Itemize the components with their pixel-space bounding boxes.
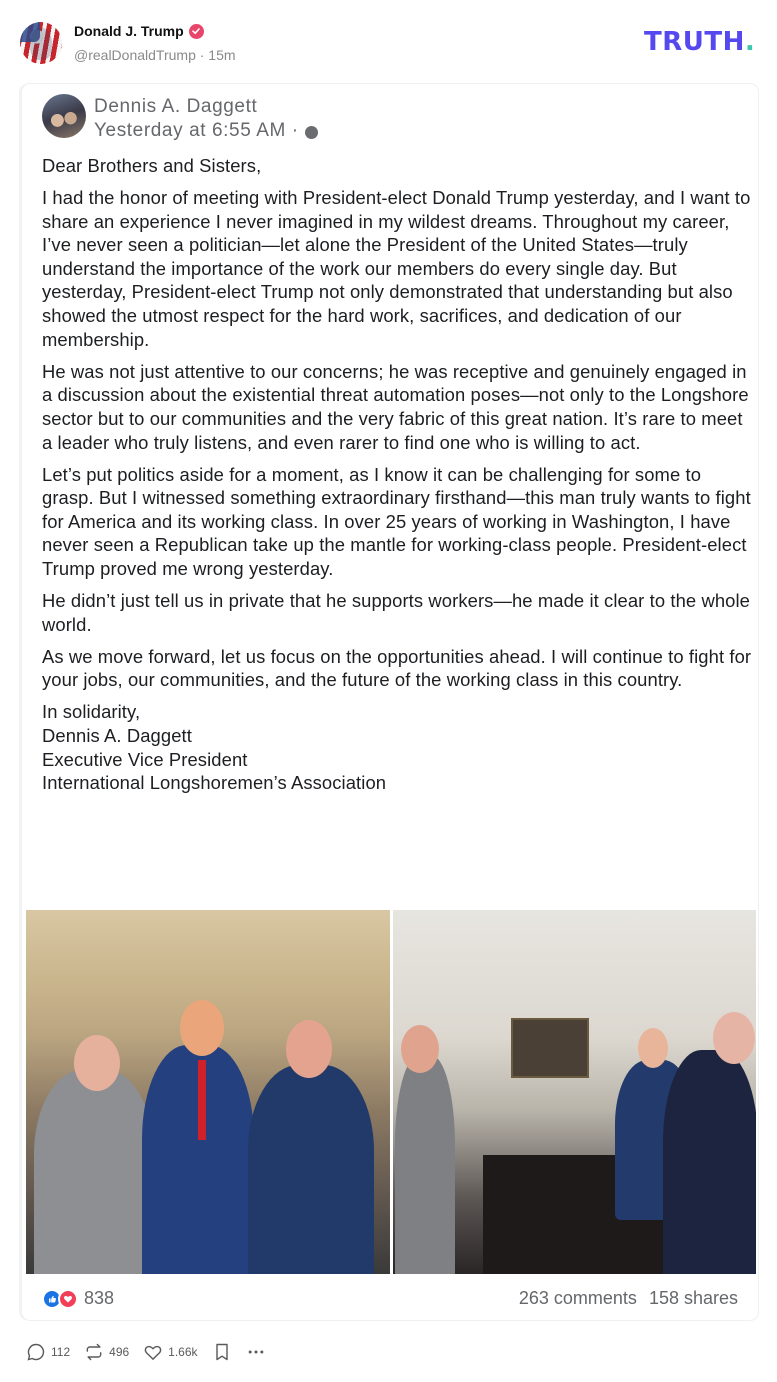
reply-count: 112 [51, 1345, 71, 1359]
globe-icon [305, 126, 318, 139]
reply-button[interactable] [26, 1342, 70, 1362]
paragraph: I had the honor of meeting with President-elect Donald Trump yesterday, and I want to share an experience I never imagined in my wildest dreams. Throughout my career, I’ve never seen a politician—let alone the President of the United States—truly understand the importance of the work our members do every single day. But yesterday, President-elect Trump not only demonstrated that understanding but also showed the utmost respect for the hard work, sacrifices, and dedication of our membership. [42, 187, 751, 350]
photo-gallery [26, 910, 756, 1274]
retruth-icon [84, 1342, 104, 1362]
embedded-author-name: Dennis A. Daggett [94, 96, 258, 117]
paragraph: As we move forward, let us focus on the opportunities ahead. I will continue to fight for your jobs, our communities, and the future of the working class in this country. [42, 645, 752, 691]
reply-icon [26, 1342, 46, 1362]
reaction-count: 838 [84, 1288, 115, 1308]
embedded-author-avatar [42, 94, 86, 138]
signature-line: International Longshoremen’s Association [42, 772, 387, 794]
verified-badge-icon [189, 24, 204, 39]
engagement-stats [519, 1288, 738, 1309]
embedded-post-footer [42, 1284, 738, 1314]
signature-line: Executive Vice President [42, 748, 248, 770]
paragraph: Dear Brothers and Sisters, [42, 155, 262, 176]
post-header [0, 0, 777, 80]
author-name[interactable] [74, 23, 204, 39]
paragraph: Let’s put politics aside for a moment, as I know it can be challenging for some to grasp. But I witnessed something extraordinary firsthand—this man truly wants to fight for America and its working class. In over 25 years of working in Washington, I have never seen a Republican take up the mantle for working-class people. President-elect Trump proved me wrong yesterday. [42, 463, 751, 579]
comments-count: 263 comments [518, 1288, 637, 1308]
signature-line: Dennis A. Daggett [42, 725, 192, 747]
signature-line: In solidarity, [42, 701, 141, 723]
bookmark-button[interactable] [212, 1342, 232, 1362]
retruth-count: 496 [109, 1345, 130, 1359]
photo-group-portrait[interactable] [26, 910, 390, 1274]
post-actions-bar [26, 1340, 280, 1364]
author-avatar[interactable] [20, 22, 62, 64]
bookmark-icon [212, 1342, 232, 1362]
author-handle-time[interactable]: @realDonaldTrump · 15m [74, 47, 236, 63]
shares-count: 158 shares [648, 1288, 738, 1308]
retruth-button[interactable] [84, 1342, 129, 1362]
like-count: 1.66k [168, 1345, 198, 1359]
embedded-timestamp [94, 120, 318, 142]
paragraph: He was not just attentive to our concerns; he was receptive and genuinely engaged in a discussion about the existential threat automation poses—not only to the Longshore sector but to our communities and the very fabric of this great nation. It’s rare to meet a leader who truly listens, and even rarer to find one who is willing to act. [42, 360, 749, 453]
embedded-post-body [42, 154, 752, 795]
more-options-button[interactable] [246, 1342, 266, 1362]
more-icon [246, 1342, 266, 1362]
like-button[interactable] [143, 1342, 197, 1362]
logo-text: TRUTH [644, 27, 745, 57]
author-name-text: Donald J. Trump [74, 23, 184, 39]
timestamp-text: Yesterday at 6:55 AM · [94, 120, 299, 141]
paragraph: He didn’t just tell us in private that he supports workers—he made it clear to the whole world. [42, 590, 750, 635]
photo-office-meeting[interactable] [393, 910, 757, 1274]
love-reaction-icon [58, 1289, 78, 1309]
truth-logo[interactable] [644, 28, 755, 56]
embedded-post-image[interactable] [22, 84, 758, 1320]
logo-dot: . [744, 27, 756, 57]
heart-icon [143, 1342, 163, 1362]
reactions-summary [42, 1288, 114, 1309]
